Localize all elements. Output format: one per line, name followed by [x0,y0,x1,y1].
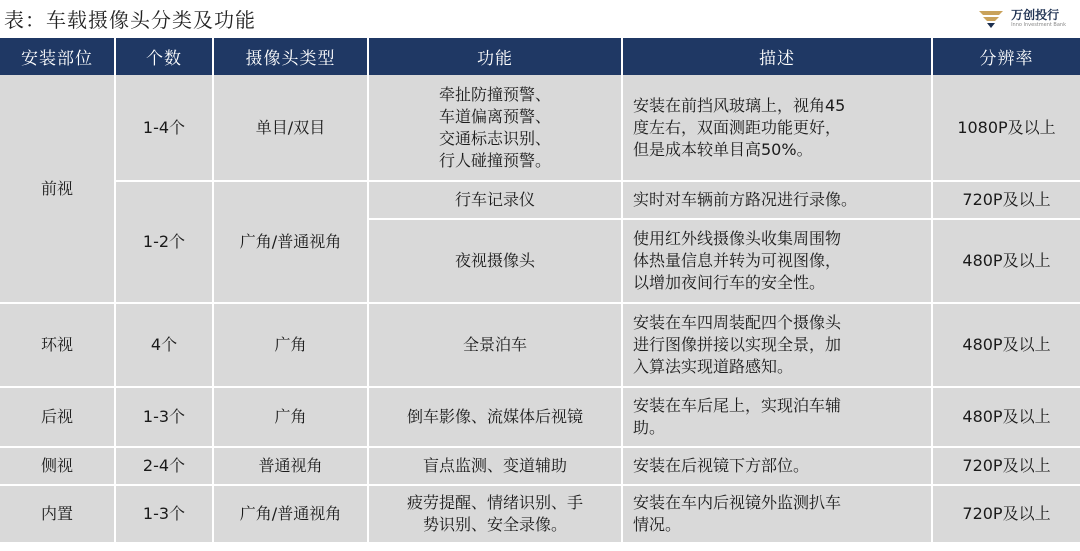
cell-description: 安装在后视镜下方部位。 [622,447,932,485]
cell-description [622,75,932,181]
description-line: 安装在车四周装配四个摄像头 [633,313,842,332]
page-title: 表：车载摄像头分类及功能 [4,8,256,32]
cell-resolution: 720P及以上 [932,181,1080,219]
function-line: 行人碰撞预警。 [438,150,551,170]
cell-position: 环视 [0,303,115,387]
description-line: 情况。 [633,515,682,534]
cell-resolution: 720P及以上 [932,447,1080,485]
description-line: 体热量信息并转为可视图像， [633,251,842,270]
cell-position: 后视 [0,387,115,447]
function-line: 牵扯防撞预警、 [438,84,551,104]
table-row [0,485,1080,543]
description-line: 安装在车后尾上，实现泊车辅 [633,396,842,415]
header-position: 安装部位 [0,38,115,75]
cell-count: 4个 [115,303,213,387]
description-line: 但是成本较单目高50%。 [633,139,813,159]
cell-type: 广角 [213,303,368,387]
logo-name: 万创投行 [1011,7,1060,22]
cell-description: 实时对车辆前方路况进行录像。 [622,181,932,219]
description-line: 安装在车内后视镜外监测扒车 [633,493,842,512]
cell-count: 1-4个 [115,75,213,181]
cell-position: 内置 [0,485,115,543]
cell-function: 盲点监测、变道辅助 [368,447,622,485]
header-description: 描述 [622,38,932,75]
description-line: 以增加夜间行车的安全性。 [633,273,826,292]
cell-position: 侧视 [0,447,115,485]
header-camera-type: 摄像头类型 [213,38,368,75]
cell-resolution: 480P及以上 [932,387,1080,447]
table-header-row [0,38,1080,75]
table-row [0,75,1080,181]
brand-logo [977,6,1066,30]
cell-description [622,387,932,447]
logo-mark-icon [977,6,1005,30]
header-function: 功能 [368,38,622,75]
description-line: 助。 [633,418,666,437]
cell-function: 倒车影像、流媒体后视镜 [368,387,622,447]
header-count: 个数 [115,38,213,75]
cell-description [622,303,932,387]
cell-type: 普通视角 [213,447,368,485]
table-row [0,447,1080,485]
cell-description [622,219,932,303]
cell-count: 1-3个 [115,387,213,447]
function-line: 势识别、安全录像。 [422,515,567,534]
cell-count: 2-4个 [115,447,213,485]
cell-function [368,485,622,543]
cell-resolution: 480P及以上 [932,219,1080,303]
header-resolution: 分辨率 [932,38,1080,75]
function-line: 交通标志识别、 [438,128,551,148]
cell-type: 广角/普通视角 [213,485,368,543]
cell-type: 广角/普通视角 [213,181,368,303]
cell-function: 行车记录仪 [368,181,622,219]
table-row [0,303,1080,387]
function-line: 车道偏离预警、 [438,106,551,126]
cell-resolution: 720P及以上 [932,485,1080,543]
cell-function [368,75,622,181]
description-line: 入算法实现道路感知。 [633,357,794,376]
description-line: 度左右，双面测距功能更好， [633,117,842,137]
cell-resolution: 480P及以上 [932,303,1080,387]
cell-count: 1-3个 [115,485,213,543]
description-line: 进行图像拼接以实现全景，加 [633,335,842,354]
cell-type: 广角 [213,387,368,447]
table-row [0,181,1080,219]
cell-function: 夜视摄像头 [368,219,622,303]
description-line: 安装在前挡风玻璃上，视角45 [633,95,846,115]
cell-type: 单目/双目 [213,75,368,181]
logo-subtitle: Inno Investment Bank [1011,21,1066,28]
cell-function: 全景泊车 [368,303,622,387]
cell-resolution: 1080P及以上 [932,75,1080,181]
description-line: 使用红外线摄像头收集周围物 [633,229,842,248]
camera-classification-table [0,38,1080,544]
cell-count: 1-2个 [115,181,213,303]
function-line: 疲劳提醒、情绪识别、手 [406,493,583,512]
cell-description [622,485,932,543]
table-row [0,387,1080,447]
cell-position: 前视 [0,75,115,303]
